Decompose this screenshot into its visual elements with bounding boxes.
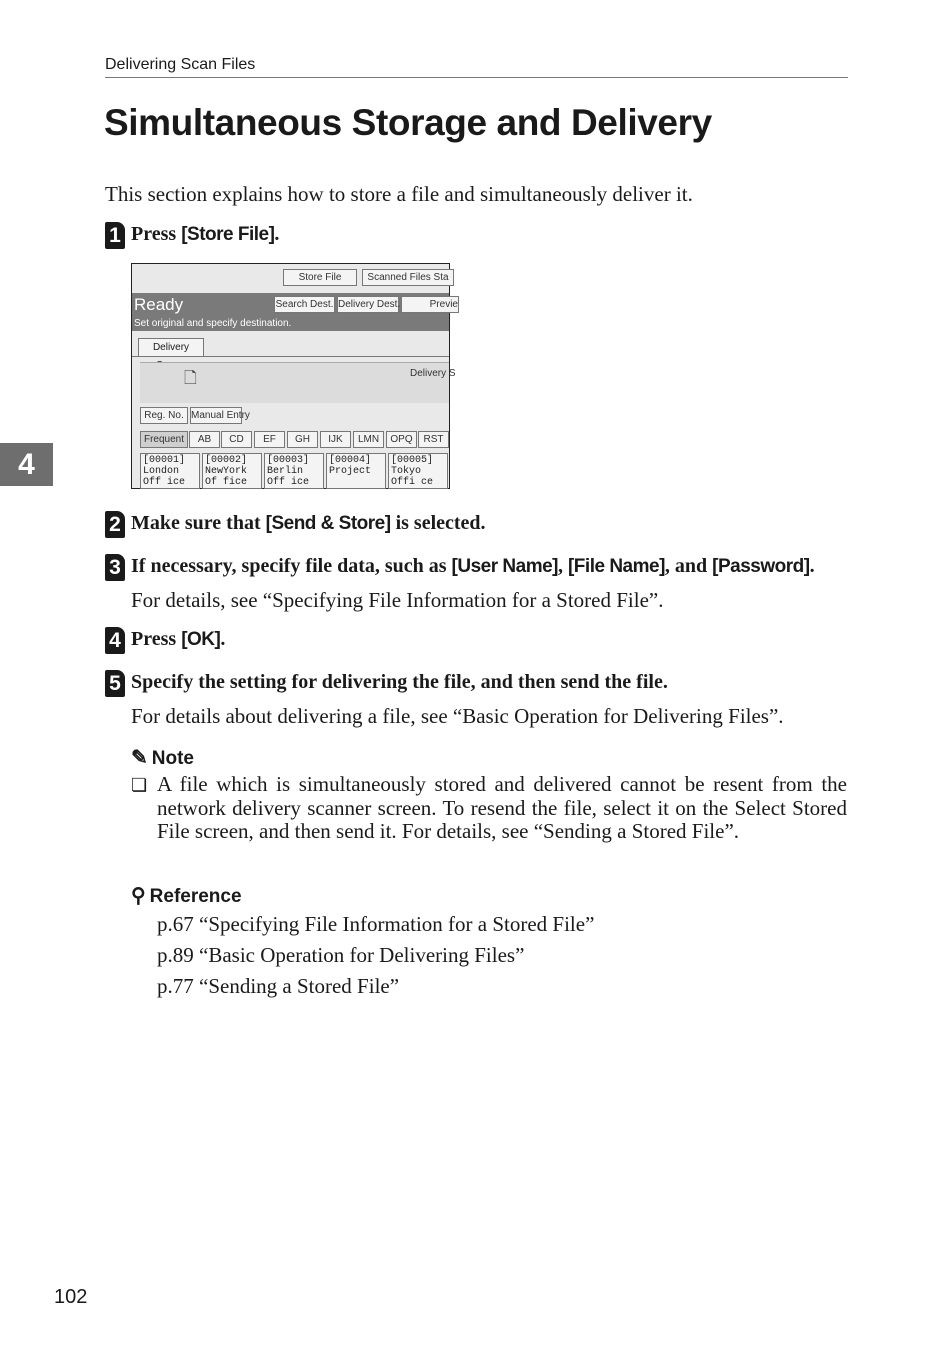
page-number: 102 xyxy=(54,1286,88,1308)
store-file-button[interactable]: Store File xyxy=(283,269,357,286)
step-text: Press [OK]. xyxy=(131,628,226,650)
step-text: Make sure that [Send & Store] is selected. xyxy=(131,512,486,534)
document-icon: 🗋 xyxy=(184,370,197,387)
destination-item[interactable]: [00001] London Off ice xyxy=(140,453,200,489)
key-store-file: [Store File] xyxy=(181,224,275,245)
frequent-button[interactable]: Frequent xyxy=(140,431,188,448)
destination-item[interactable]: [00004] Project xyxy=(326,453,386,489)
alpha-key[interactable]: AB xyxy=(189,431,220,448)
step-number: 4 xyxy=(105,627,125,654)
chapter-tab: 4 xyxy=(0,443,53,486)
step-3-detail: For details, see “Specifying File Information for a Stored File”. xyxy=(131,588,664,612)
manual-entry-button[interactable]: Manual Entry xyxy=(190,407,242,424)
step-text: If necessary, specify file data, such as [User Name], [File Name], and [Password]. xyxy=(131,555,815,577)
alpha-key[interactable]: GH xyxy=(287,431,318,448)
delivery-dest-button[interactable]: Delivery Dest. xyxy=(337,296,399,313)
key-file-name: [File Name] xyxy=(567,556,665,577)
step-5-detail: For details about delivering a file, see “Basic Operation for Delivering Files”. xyxy=(131,704,784,728)
alpha-key[interactable]: EF xyxy=(254,431,285,448)
reference-heading: ⚲ Reference xyxy=(131,885,242,907)
reg-no-button[interactable]: Reg. No. xyxy=(140,407,188,424)
intro-text: This section explains how to store a file and simultaneously deliver it. xyxy=(105,182,693,206)
step-number: 3 xyxy=(105,554,125,581)
checkbox-bullet-icon: ❏ xyxy=(131,775,148,795)
magnifier-icon: ⚲ xyxy=(131,885,146,907)
pencil-icon: ✎ xyxy=(131,747,148,769)
alpha-key[interactable]: RST xyxy=(418,431,449,448)
alpha-key[interactable]: CD xyxy=(221,431,252,448)
tab-delivery-server[interactable]: Delivery xyxy=(138,338,204,357)
reference-link[interactable]: p.77 “Sending a Stored File” xyxy=(157,974,400,998)
step-number: 2 xyxy=(105,511,125,538)
step-number: 5 xyxy=(105,670,125,697)
key-ok: [OK] xyxy=(181,629,221,650)
note-heading: ✎ Note xyxy=(131,747,194,769)
preview-button[interactable]: Previe xyxy=(401,296,459,313)
note-item: A file which is simultaneously stored and delivered cannot be resent from the network delivery scanner screen. To resend the file, select it on the Select Stored File screen, and then send it. For details, see “Sending a Stored File”. xyxy=(157,772,847,843)
alpha-key[interactable]: LMN xyxy=(353,431,384,448)
step-number: 1 xyxy=(105,222,125,249)
tab-divider xyxy=(132,356,449,357)
running-header: Delivering Scan Files xyxy=(105,56,256,73)
destination-item[interactable]: [00002] NewYork Of fice xyxy=(202,453,262,489)
step-text: Specify the setting for delivering the file, and then send the file. xyxy=(131,671,668,693)
key-password: [Password] xyxy=(712,556,810,577)
reference-link[interactable]: p.89 “Basic Operation for Delivering Files” xyxy=(157,943,525,967)
scanned-files-status-button[interactable]: Scanned Files Sta xyxy=(362,269,454,286)
key-send-store: [Send & Store] xyxy=(265,513,391,534)
destination-item[interactable]: [00003] Berlin Off ice xyxy=(264,453,324,489)
instruction-text: Set original and specify destination. xyxy=(134,318,292,329)
key-user-name: [User Name] xyxy=(451,556,558,577)
reference-link[interactable]: p.67 “Specifying File Information for a Stored File” xyxy=(157,912,595,936)
alpha-key[interactable]: OPQ xyxy=(386,431,417,448)
status-text: Ready xyxy=(134,295,184,314)
header-rule xyxy=(105,77,848,78)
alpha-key[interactable]: IJK xyxy=(320,431,351,448)
destination-item[interactable]: [00005] Tokyo Offi ce xyxy=(388,453,448,489)
search-dest-button[interactable]: Search Dest. xyxy=(274,296,335,313)
delivery-server-label: Delivery S xyxy=(410,368,456,379)
step-text: Press [Store File]. xyxy=(131,223,280,245)
page-title: Simultaneous Storage and Delivery xyxy=(104,102,712,143)
scanner-screen-screenshot xyxy=(131,263,458,489)
